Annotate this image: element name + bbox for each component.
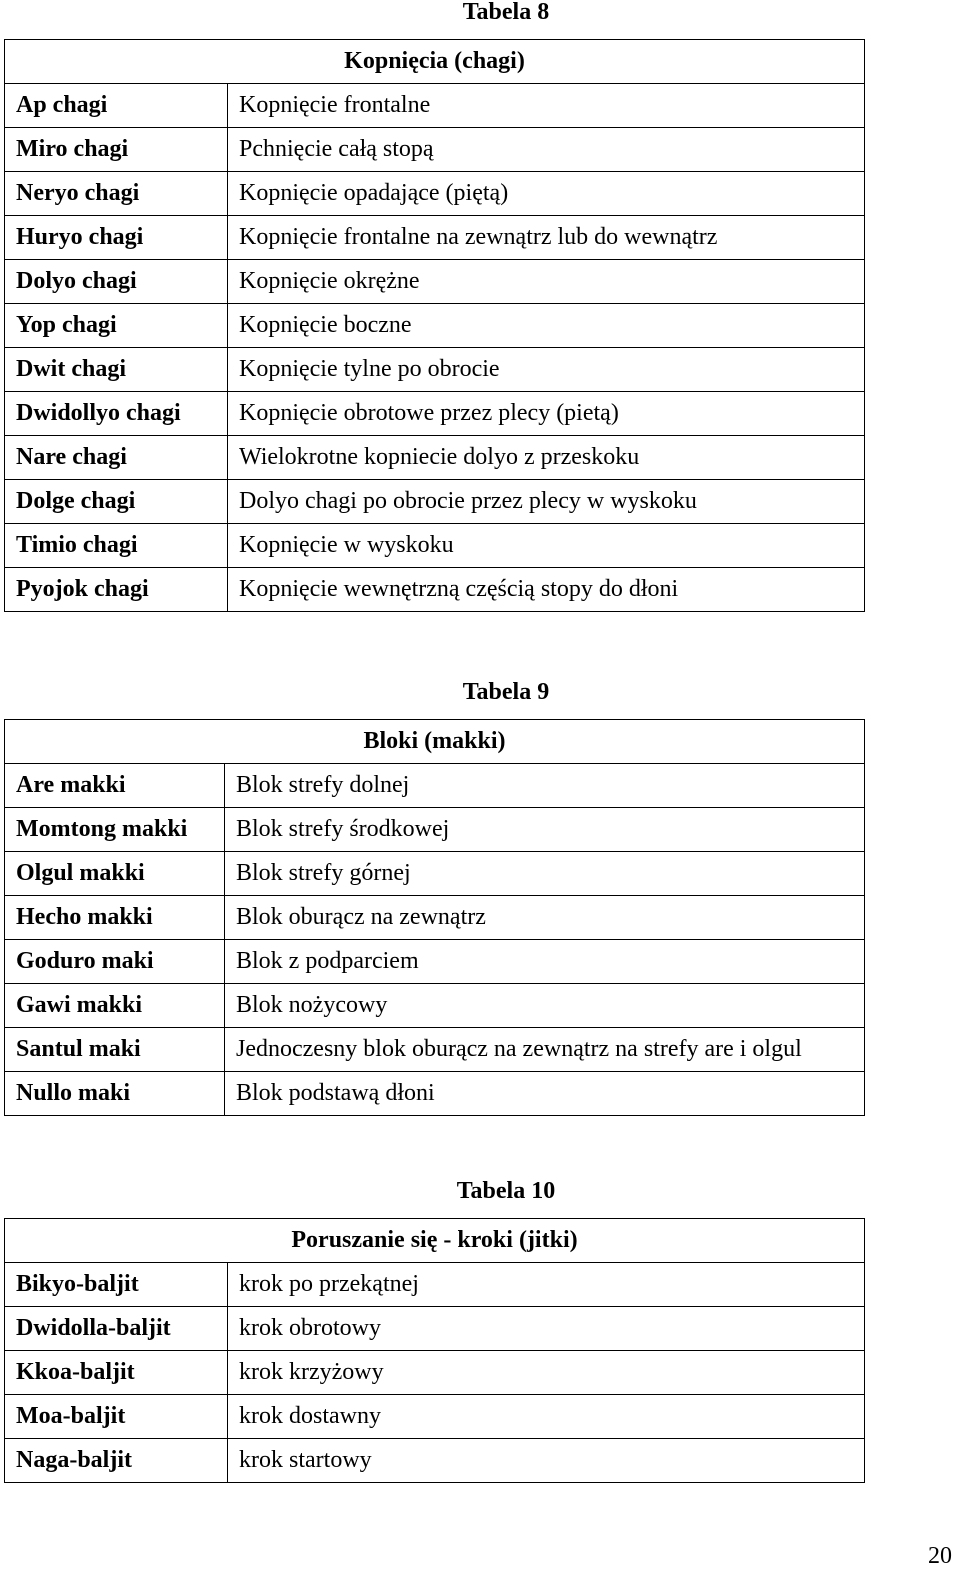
table-row	[5, 808, 865, 852]
term-cell: Hecho makki	[5, 896, 225, 940]
table-row	[5, 1307, 865, 1351]
term-cell: Dwit chagi	[5, 348, 228, 392]
table-row	[5, 524, 865, 568]
meaning-cell: krok krzyżowy	[228, 1351, 865, 1395]
meaning-cell: Jednoczesny blok oburącz na zewnątrz na strefy are i olgul	[225, 1028, 865, 1072]
term-cell: Timio chagi	[5, 524, 228, 568]
meaning-cell: krok obrotowy	[228, 1307, 865, 1351]
table-row	[5, 216, 865, 260]
table-row	[5, 1395, 865, 1439]
page-number: 20	[928, 1543, 952, 1569]
term-cell: Ap chagi	[5, 84, 228, 128]
table-row	[5, 392, 865, 436]
term-cell: Yop chagi	[5, 304, 228, 348]
term-cell: Nullo maki	[5, 1072, 225, 1116]
meaning-cell: krok startowy	[228, 1439, 865, 1483]
table-heading-row	[5, 720, 865, 764]
table-row	[5, 304, 865, 348]
meaning-cell: Kopnięcie obrotowe przez plecy (pietą)	[228, 392, 865, 436]
table-row	[5, 1028, 865, 1072]
meaning-cell: Kopnięcie frontalne na zewnątrz lub do wewnątrz	[228, 216, 865, 260]
table-row	[5, 984, 865, 1028]
table-row	[5, 480, 865, 524]
table-heading-row	[5, 1219, 865, 1263]
table-row	[5, 260, 865, 304]
term-cell: Naga-baljit	[5, 1439, 228, 1483]
term-cell: Gawi makki	[5, 984, 225, 1028]
table-10-caption: Tabela 10	[456, 1178, 556, 1204]
term-cell: Miro chagi	[5, 128, 228, 172]
meaning-cell: Kopnięcie wewnętrzną częścią stopy do dłoni	[228, 568, 865, 612]
term-cell: Nare chagi	[5, 436, 228, 480]
term-cell: Dolyo chagi	[5, 260, 228, 304]
meaning-cell: Kopnięcie opadające (piętą)	[228, 172, 865, 216]
meaning-cell: Blok oburącz na zewnątrz	[225, 896, 865, 940]
meaning-cell: Blok podstawą dłoni	[225, 1072, 865, 1116]
term-cell: Moa-baljit	[5, 1395, 228, 1439]
term-cell: Kkoa-baljit	[5, 1351, 228, 1395]
table-row	[5, 348, 865, 392]
meaning-cell: Blok nożycowy	[225, 984, 865, 1028]
table-row	[5, 896, 865, 940]
table-heading-row	[5, 40, 865, 84]
table-row	[5, 1351, 865, 1395]
term-cell: Goduro maki	[5, 940, 225, 984]
table-row	[5, 436, 865, 480]
meaning-cell: Kopnięcie w wyskoku	[228, 524, 865, 568]
meaning-cell: Kopnięcie frontalne	[228, 84, 865, 128]
term-cell: Huryo chagi	[5, 216, 228, 260]
table-row	[5, 764, 865, 808]
table-row	[5, 128, 865, 172]
table-9-caption: Tabela 9	[462, 679, 550, 705]
table-row	[5, 172, 865, 216]
meaning-cell: Kopnięcie boczne	[228, 304, 865, 348]
table-heading: Kopnięcia (chagi)	[5, 40, 865, 84]
table-row	[5, 568, 865, 612]
meaning-cell: Kopnięcie okrężne	[228, 260, 865, 304]
table-row	[5, 1439, 865, 1483]
steps-table	[4, 1218, 865, 1483]
term-cell: Momtong makki	[5, 808, 225, 852]
table-row	[5, 84, 865, 128]
meaning-cell: krok dostawny	[228, 1395, 865, 1439]
meaning-cell: Wielokrotne kopniecie dolyo z przeskoku	[228, 436, 865, 480]
table-row	[5, 852, 865, 896]
table-heading: Poruszanie się - kroki (jitki)	[5, 1219, 865, 1263]
term-cell: Neryo chagi	[5, 172, 228, 216]
meaning-cell: Blok strefy górnej	[225, 852, 865, 896]
table-8-caption: Tabela 8	[462, 0, 550, 25]
meaning-cell: Blok strefy środkowej	[225, 808, 865, 852]
kicks-table	[4, 39, 865, 612]
meaning-cell: Blok z podparciem	[225, 940, 865, 984]
term-cell: Bikyo-baljit	[5, 1263, 228, 1307]
meaning-cell: Blok strefy dolnej	[225, 764, 865, 808]
meaning-cell: krok po przekątnej	[228, 1263, 865, 1307]
term-cell: Are makki	[5, 764, 225, 808]
term-cell: Olgul makki	[5, 852, 225, 896]
term-cell: Dwidolla-baljit	[5, 1307, 228, 1351]
blocks-table	[4, 719, 865, 1116]
table-row	[5, 1263, 865, 1307]
meaning-cell: Pchnięcie całą stopą	[228, 128, 865, 172]
meaning-cell: Kopnięcie tylne po obrocie	[228, 348, 865, 392]
term-cell: Dolge chagi	[5, 480, 228, 524]
meaning-cell: Dolyo chagi po obrocie przez plecy w wyskoku	[228, 480, 865, 524]
table-row	[5, 1072, 865, 1116]
table-heading: Bloki (makki)	[5, 720, 865, 764]
term-cell: Pyojok chagi	[5, 568, 228, 612]
term-cell: Dwidollyo chagi	[5, 392, 228, 436]
term-cell: Santul maki	[5, 1028, 225, 1072]
table-row	[5, 940, 865, 984]
